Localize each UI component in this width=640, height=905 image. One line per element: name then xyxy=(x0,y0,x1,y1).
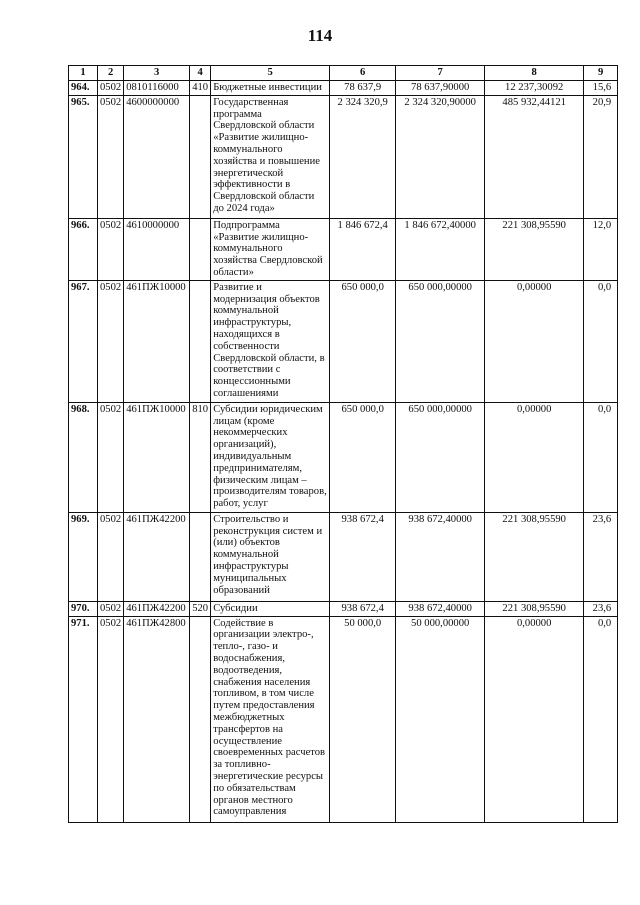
section-code: 0502 xyxy=(98,81,124,96)
adjusted-amount: 50 000,00000 xyxy=(396,616,485,822)
section-code: 0502 xyxy=(98,616,124,822)
row-number: 967. xyxy=(69,280,98,402)
executed-amount: 0,00000 xyxy=(485,616,584,822)
adjusted-amount: 938 672,40000 xyxy=(396,512,485,601)
planned-amount: 938 672,4 xyxy=(330,601,396,616)
planned-amount: 2 324 320,9 xyxy=(330,95,396,218)
item-name: Подпрограмма «Развитие жилищно-коммунального хозяйства Свердловской области» xyxy=(211,218,330,280)
adjusted-amount: 650 000,00000 xyxy=(396,280,485,402)
executed-amount: 221 308,95590 xyxy=(485,218,584,280)
row-number: 965. xyxy=(69,95,98,218)
section-code: 0502 xyxy=(98,512,124,601)
header-col-3: 3 xyxy=(124,66,190,81)
executed-amount: 0,00000 xyxy=(485,402,584,512)
expense-type: 520 xyxy=(190,601,211,616)
row-number: 968. xyxy=(69,402,98,512)
header-col-6: 6 xyxy=(330,66,396,81)
execution-percent: 0,0 xyxy=(584,402,618,512)
item-name: Бюджетные инвестиции xyxy=(211,81,330,96)
table-row xyxy=(69,402,618,512)
adjusted-amount: 938 672,40000 xyxy=(396,601,485,616)
header-col-4: 4 xyxy=(190,66,211,81)
expense-type xyxy=(190,616,211,822)
expense-type xyxy=(190,95,211,218)
target-code: 4610000000 xyxy=(124,218,190,280)
expense-type xyxy=(190,218,211,280)
adjusted-amount: 78 637,90000 xyxy=(396,81,485,96)
expense-type: 410 xyxy=(190,81,211,96)
execution-percent: 15,6 xyxy=(584,81,618,96)
planned-amount: 78 637,9 xyxy=(330,81,396,96)
adjusted-amount: 650 000,00000 xyxy=(396,402,485,512)
section-code: 0502 xyxy=(98,95,124,218)
row-number: 964. xyxy=(69,81,98,96)
execution-percent: 23,6 xyxy=(584,601,618,616)
header-col-9: 9 xyxy=(584,66,618,81)
table-row xyxy=(69,81,618,96)
header-col-8: 8 xyxy=(485,66,584,81)
item-name: Строительство и реконструкция систем и (или) объектов коммунальной инфраструктуры муниципальных образований xyxy=(211,512,330,601)
executed-amount: 12 237,30092 xyxy=(485,81,584,96)
execution-percent: 0,0 xyxy=(584,280,618,402)
expense-type xyxy=(190,512,211,601)
executed-amount: 485 932,44121 xyxy=(485,95,584,218)
executed-amount: 221 308,95590 xyxy=(485,601,584,616)
planned-amount: 50 000,0 xyxy=(330,616,396,822)
section-code: 0502 xyxy=(98,280,124,402)
table-row xyxy=(69,280,618,402)
header-row xyxy=(69,66,618,81)
execution-percent: 23,6 xyxy=(584,512,618,601)
executed-amount: 0,00000 xyxy=(485,280,584,402)
adjusted-amount: 2 324 320,90000 xyxy=(396,95,485,218)
row-number: 970. xyxy=(69,601,98,616)
item-name: Субсидии юридическим лицам (кроме некоммерческих организаций), индивидуальным предпринимателям, физическим лицам – производителям товаров, работ, услуг xyxy=(211,402,330,512)
target-code: 461ПЖ42200 xyxy=(124,512,190,601)
header-col-1: 1 xyxy=(69,66,98,81)
expense-type: 810 xyxy=(190,402,211,512)
table-row xyxy=(69,616,618,822)
executed-amount: 221 308,95590 xyxy=(485,512,584,601)
planned-amount: 650 000,0 xyxy=(330,280,396,402)
table-row xyxy=(69,512,618,601)
target-code: 461ПЖ10000 xyxy=(124,280,190,402)
planned-amount: 938 672,4 xyxy=(330,512,396,601)
section-code: 0502 xyxy=(98,402,124,512)
target-code: 461ПЖ42800 xyxy=(124,616,190,822)
header-col-5: 5 xyxy=(211,66,330,81)
header-col-7: 7 xyxy=(396,66,485,81)
adjusted-amount: 1 846 672,40000 xyxy=(396,218,485,280)
item-name: Содействие в организации электро-, тепло-, газо- и водоснабжения, водоотведения, снабжения населения топливом, в том числе путем предоставления межбюджетных трансфертов на осуществление своевременных расчетов за топливно-энергетические ресурсы по обязательствам органов местного самоуправления xyxy=(211,616,330,822)
target-code: 4600000000 xyxy=(124,95,190,218)
planned-amount: 650 000,0 xyxy=(330,402,396,512)
target-code: 0810116000 xyxy=(124,81,190,96)
section-code: 0502 xyxy=(98,218,124,280)
table-row xyxy=(69,218,618,280)
page-number: 114 xyxy=(307,26,333,45)
table-row xyxy=(69,601,618,616)
planned-amount: 1 846 672,4 xyxy=(330,218,396,280)
execution-percent: 12,0 xyxy=(584,218,618,280)
execution-percent: 0,0 xyxy=(584,616,618,822)
section-code: 0502 xyxy=(98,601,124,616)
budget-table xyxy=(68,65,618,823)
row-number: 971. xyxy=(69,616,98,822)
item-name: Развитие и модернизация объектов коммунальной инфраструктуры, находящихся в собственности Свердловской области, в соответствии с концессионными соглашениями xyxy=(211,280,330,402)
target-code: 461ПЖ42200 xyxy=(124,601,190,616)
target-code: 461ПЖ10000 xyxy=(124,402,190,512)
row-number: 966. xyxy=(69,218,98,280)
item-name: Государственная программа Свердловской области «Развитие жилищно-коммунального хозяйства и повышение энергетической эффективности в Свердловской области до 2024 года» xyxy=(211,95,330,218)
item-name: Субсидии xyxy=(211,601,330,616)
row-number: 969. xyxy=(69,512,98,601)
expense-type xyxy=(190,280,211,402)
table-row xyxy=(69,95,618,218)
header-col-2: 2 xyxy=(98,66,124,81)
execution-percent: 20,9 xyxy=(584,95,618,218)
